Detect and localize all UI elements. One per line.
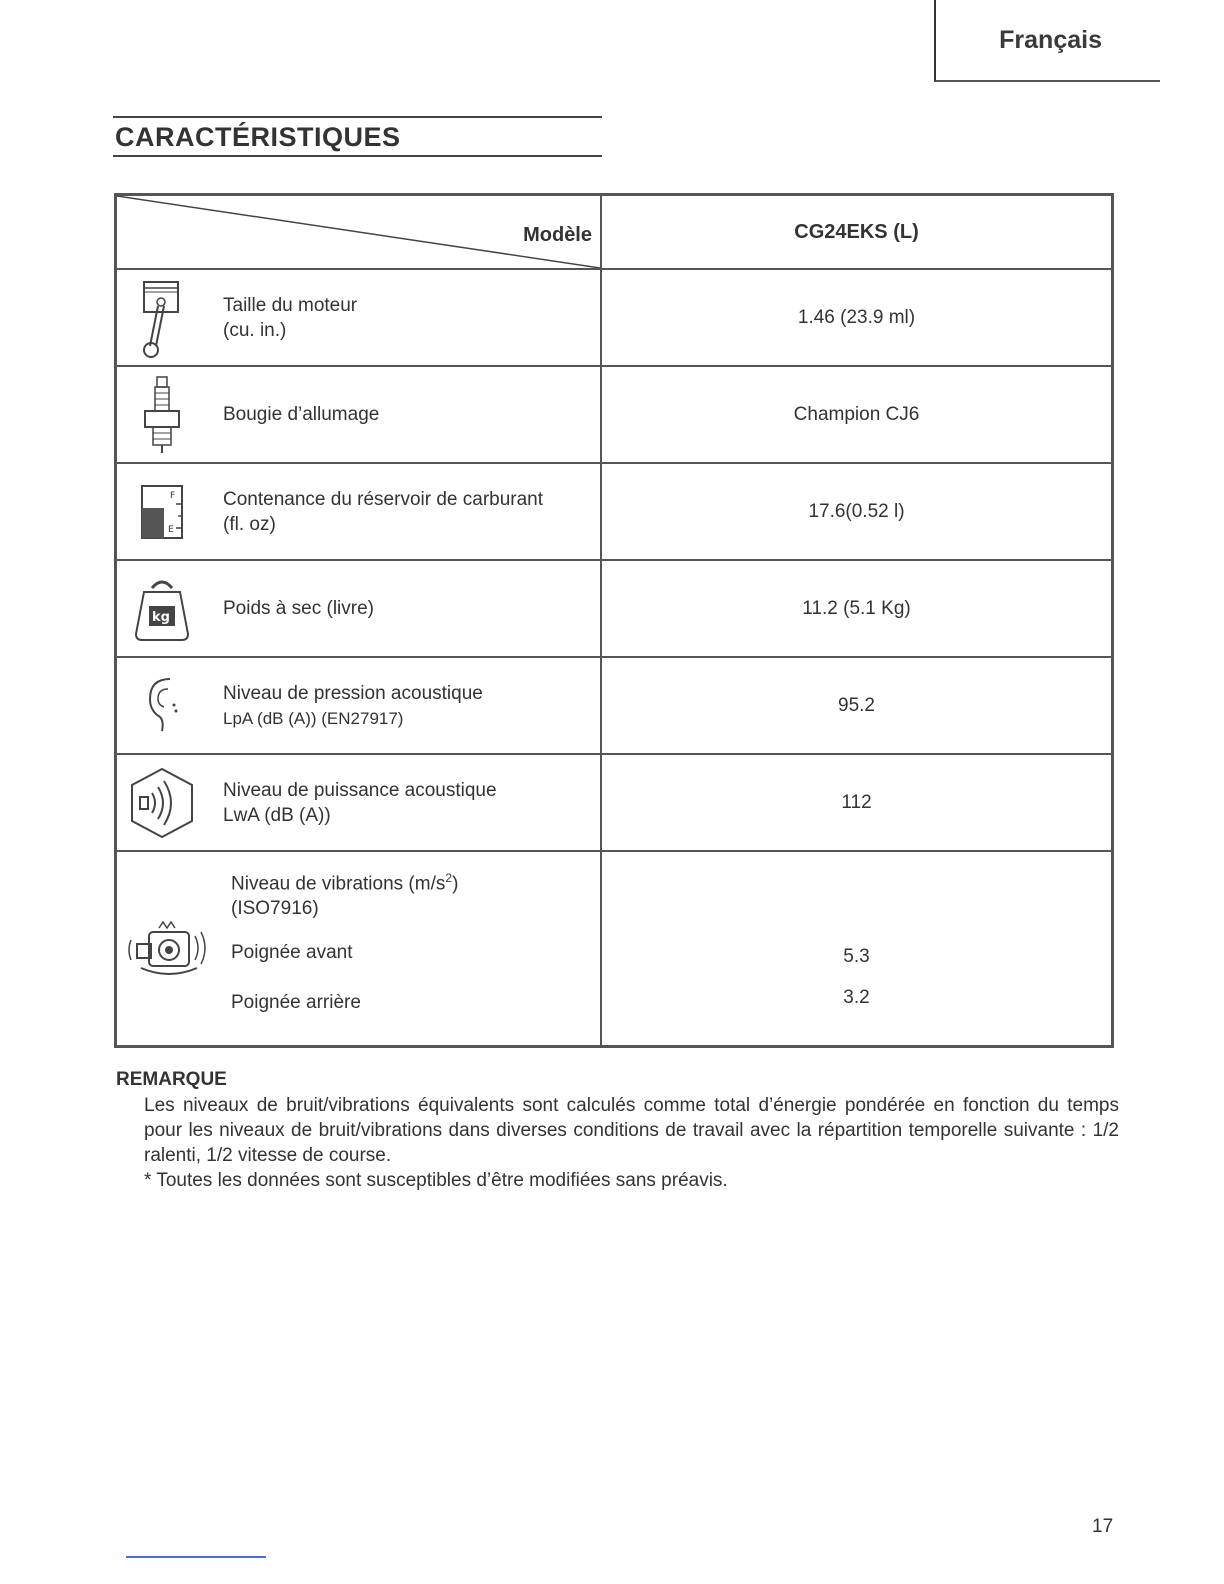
row-label-line1: Contenance du réservoir de carburant xyxy=(223,488,544,510)
row-value: 95.2 xyxy=(601,657,1113,754)
svg-text:kg: kg xyxy=(152,609,170,625)
row-value: 1.46 (23.9 ml) xyxy=(601,269,1113,366)
fuel-gauge-icon xyxy=(117,482,207,542)
model-label: Modèle xyxy=(523,224,592,246)
rear-handle-value: 3.2 xyxy=(843,987,870,1008)
page-number: 17 xyxy=(1092,1516,1114,1537)
footer-rule xyxy=(126,1556,266,1558)
remark-body xyxy=(144,1093,1119,1193)
language-label: Français xyxy=(999,26,1102,54)
table-row xyxy=(116,657,1113,754)
table-header-row xyxy=(116,195,1113,270)
language-tab xyxy=(934,0,1160,82)
vibration-standard: (ISO7916) xyxy=(231,898,319,920)
vibration-icon xyxy=(125,920,211,989)
remark-title: REMARQUE xyxy=(116,1069,227,1090)
row-label-line2: (cu. in.) xyxy=(223,319,287,341)
table-row xyxy=(116,754,1113,851)
model-value: CG24EKS (L) xyxy=(794,220,919,243)
rear-handle-label: Poignée arrière xyxy=(231,992,361,1013)
row-label-line2: (fl. oz) xyxy=(223,513,276,535)
weight-icon xyxy=(117,574,207,644)
row-label-line1: Niveau de puissance acoustique xyxy=(223,779,497,801)
row-label-line1: Niveau de pression acoustique xyxy=(223,682,483,704)
row-label-line2: LwA (dB (A)) xyxy=(223,804,331,826)
remark-text: Les niveaux de bruit/vibrations équivalents sont calculés comme total d’énergie pondérée en fonction du temps pour les niveaux de bruit/vibrations dans diverses conditions de travail avec la répartition temporelle suivante : 1/2 ralenti, 1/2 vitesse de course. xyxy=(144,1095,1119,1166)
row-label-line1: Bougie d’allumage xyxy=(223,404,380,425)
svg-text:F: F xyxy=(170,490,176,501)
spark-plug-icon xyxy=(117,373,207,457)
ear-icon xyxy=(117,671,207,741)
front-handle-value: 5.3 xyxy=(843,946,870,967)
row-value: 17.6(0.52 l) xyxy=(601,463,1113,560)
table-row xyxy=(116,463,1113,560)
row-value: 112 xyxy=(601,754,1113,851)
row-value: 11.2 (5.1 Kg) xyxy=(601,560,1113,657)
table-row xyxy=(116,366,1113,463)
piston-icon xyxy=(117,276,207,360)
row-label-line1: Poids à sec (livre) xyxy=(223,598,374,619)
row-label-line2: LpA (dB (A)) (EN27917) xyxy=(223,708,404,728)
row-label-line1: Taille du moteur xyxy=(223,294,358,316)
remark-disclaimer: * Toutes les données sont susceptibles d’être modifiées sans préavis. xyxy=(144,1170,728,1191)
row-value: Champion CJ6 xyxy=(601,366,1113,463)
section-title: CARACTÉRISTIQUES xyxy=(113,116,602,157)
table-row xyxy=(116,560,1113,657)
table-row xyxy=(116,269,1113,366)
sound-power-icon xyxy=(117,765,207,841)
table-row-vibration xyxy=(116,851,1113,1047)
front-handle-label: Poignée avant xyxy=(231,942,353,963)
specifications-table xyxy=(114,193,1114,1048)
svg-text:E: E xyxy=(168,524,174,535)
vibration-title: Niveau de vibrations $(m/s^2)$ (ISO7916) xyxy=(231,871,459,920)
